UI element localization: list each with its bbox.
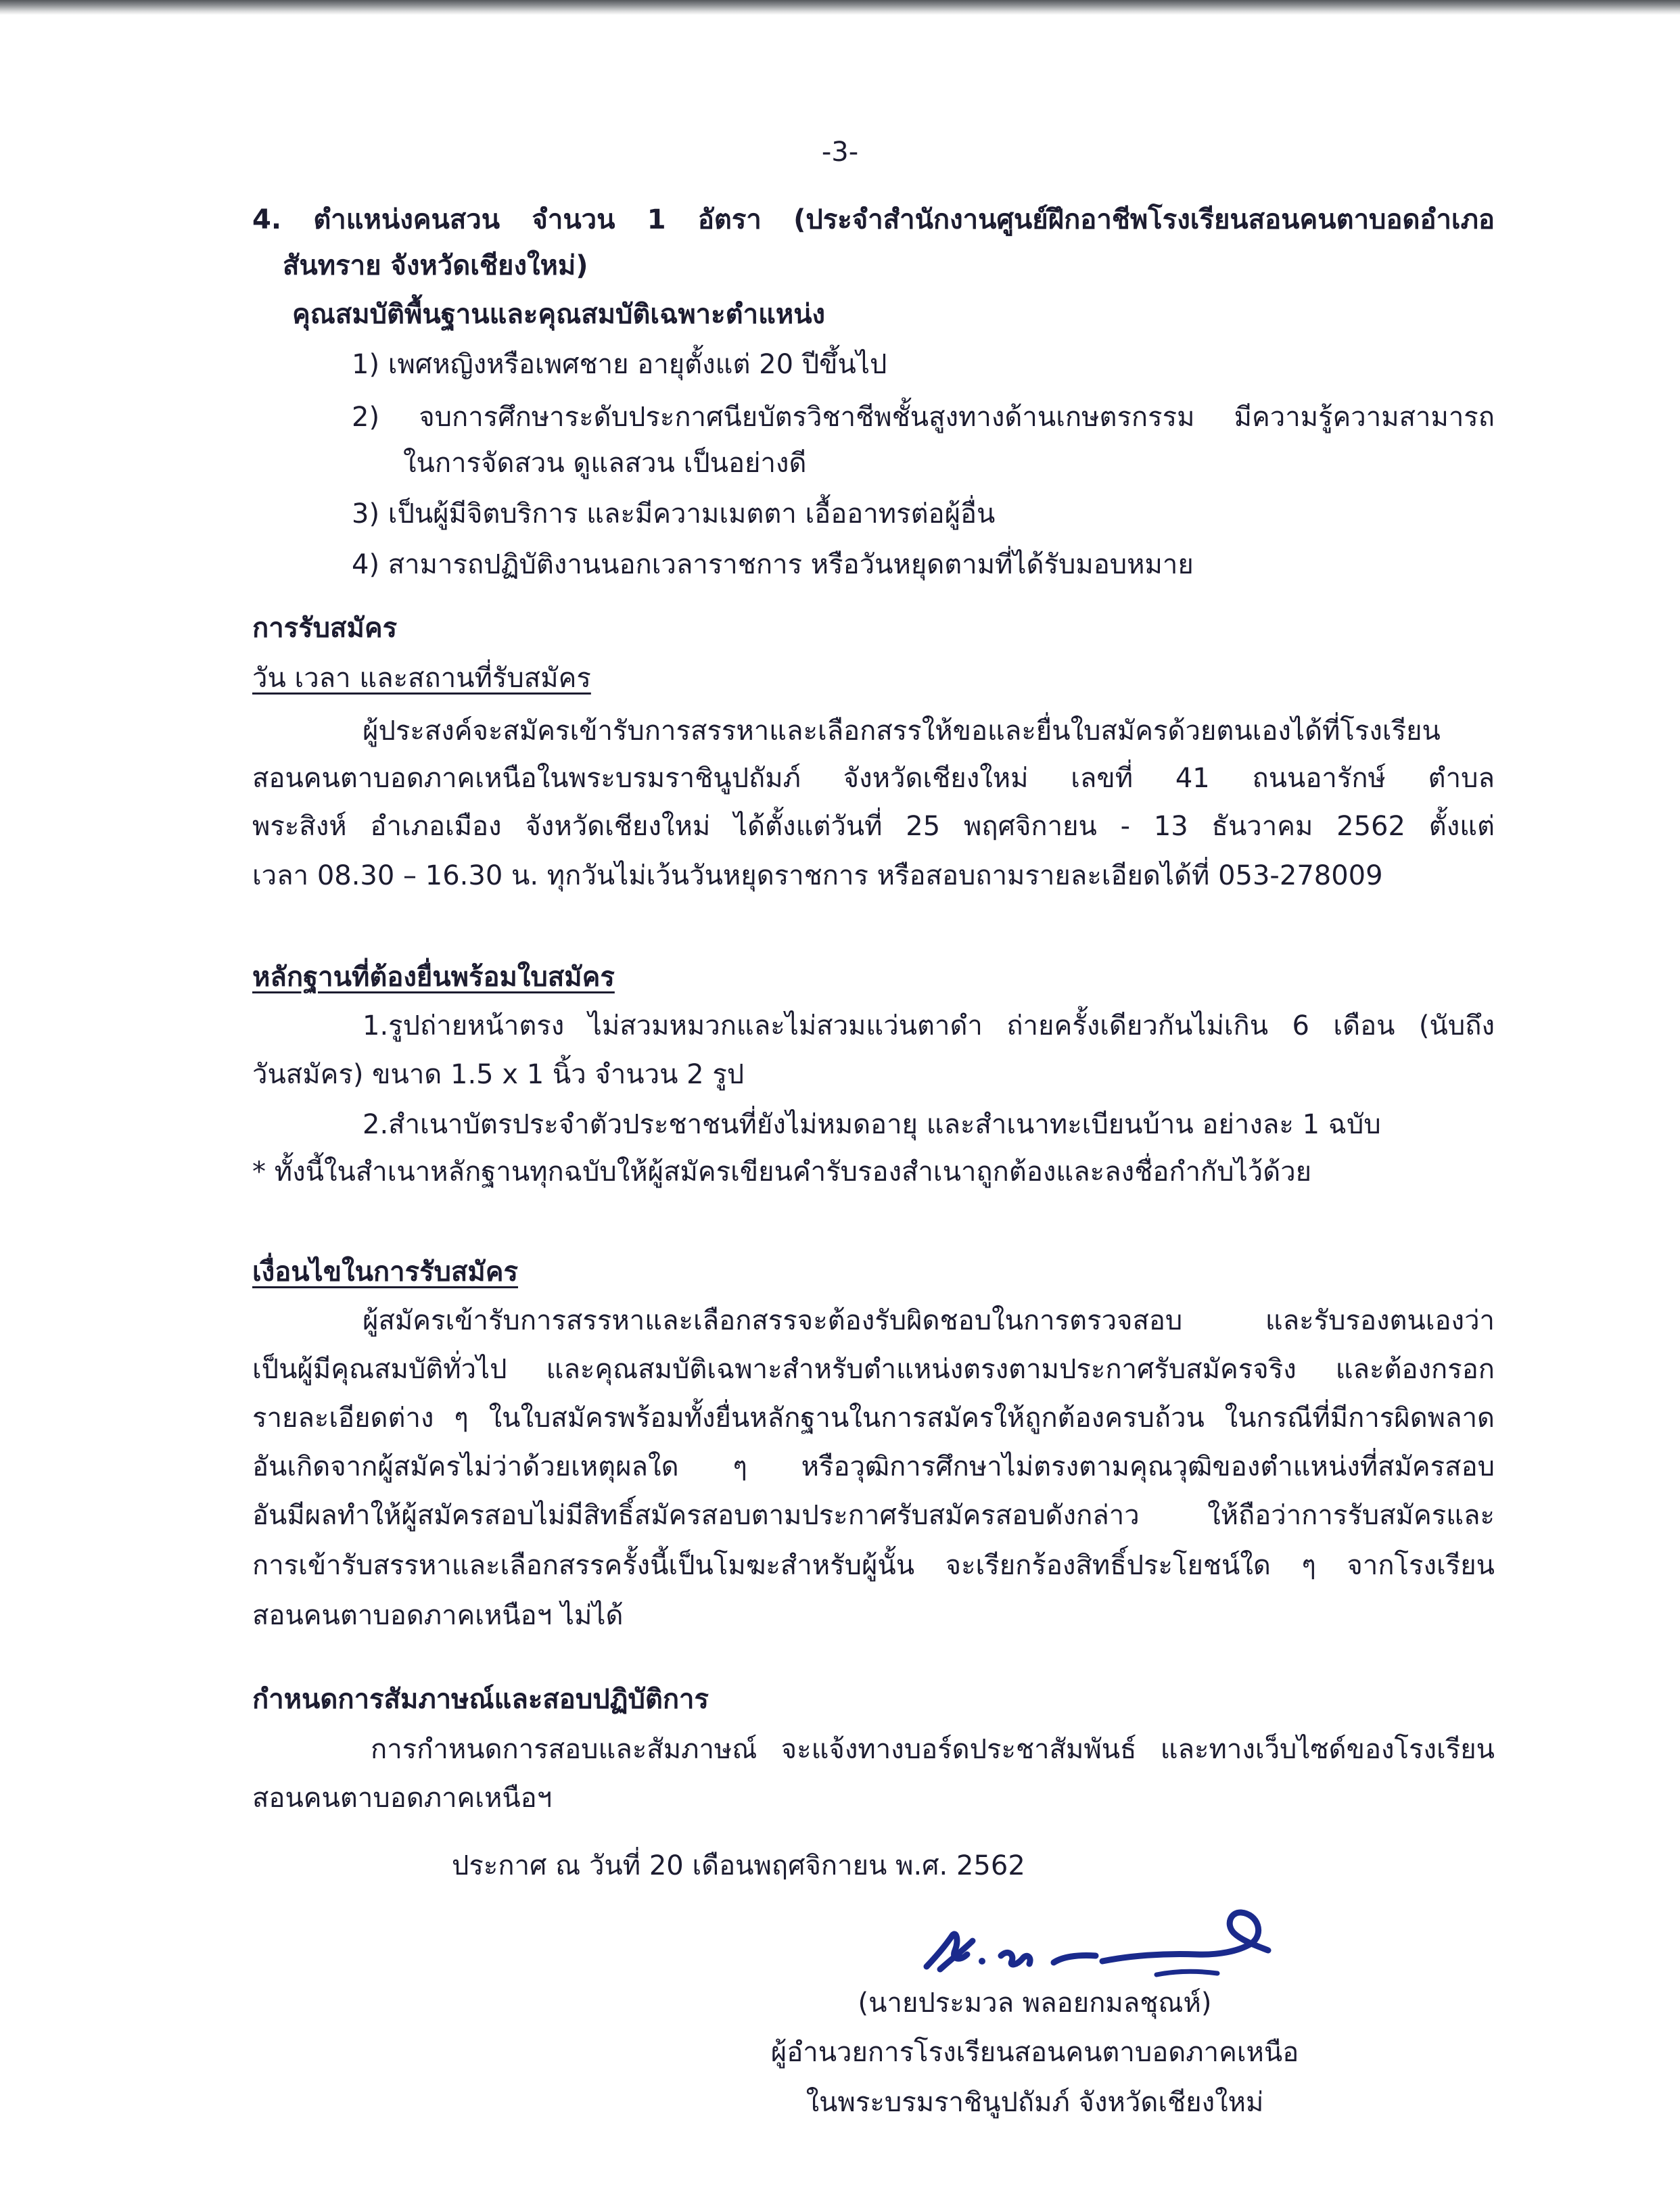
documents-text: 2.สำเนาบัตรประจำตัวประชาชนที่ยังไม่หมดอายุ และสำเนาทะเบียนบ้าน อย่างละ 1 ฉบับ (363, 1109, 1381, 1140)
interview-text: การกำหนดการสอบและสัมภาษณ์ จะแจ้งทางบอร์ดประชาสัมพันธ์ และทางเว็บไซด์ของโรงเรียน (371, 1734, 1495, 1765)
signatory-title: ผู้อำนวยการโรงเรียนสอนคนตาบอดภาคเหนือ (770, 2037, 1299, 2068)
qualification-heading: คุณสมบัติพื้นฐานและคุณสมบัติเฉพาะตำแหน่ง (292, 299, 826, 330)
signatory-title-cont: ในพระบรมราชินูปถัมภ์ จังหวัดเชียงใหม่ (806, 2087, 1264, 2118)
application-text: เวลา 08.30 – 16.30 น. ทุกวันไม่เว้นวันหยุดราชการ หรือสอบถามรายละเอียดได้ที่ 053-278009 (252, 860, 1383, 891)
qualification-item: 1) เพศหญิงหรือเพศชาย อายุตั้งแต่ 20 ปีขึ้นไป (352, 349, 887, 380)
qualification-item-cont: ในการจัดสวน ดูแลสวน เป็นอย่างดี (403, 448, 807, 479)
qualification-item: 4) สามารถปฏิบัติงานนอกเวลาราชการ หรือวันหยุดตามที่ได้รับมอบหมาย (352, 549, 1194, 580)
conditions-text: การเข้ารับสรรหาและเลือกสรรครั้งนี้เป็นโมฆะสำหรับผู้นั้น จะเรียกร้องสิทธิ์ประโยชน์ใด ๆ จากโรงเรียน (252, 1550, 1495, 1581)
conditions-text: รายละเอียดต่าง ๆ ในใบสมัครพร้อมทั้งยื่นหลักฐานในการสมัครให้ถูกต้องครบถ้วน ในกรณีที่มีการผิดพลาด (252, 1403, 1495, 1434)
page-number: -3- (821, 137, 859, 168)
documents-text: วันสมัคร) ขนาด 1.5 x 1 นิ้ว จำนวน 2 รูป (252, 1059, 745, 1090)
conditions-text: ผู้สมัครเข้ารับการสรรหาและเลือกสรรจะต้องรับผิดชอบในการตรวจสอบ และรับรองตนเองว่า (363, 1305, 1495, 1336)
application-text: สอนคนตาบอดภาคเหนือในพระบรมราชินูปถัมภ์ จังหวัดเชียงใหม่ เลขที่ 41 ถนนอารักษ์ ตำบล (252, 763, 1495, 794)
interview-heading: กำหนดการสัมภาษณ์และสอบปฏิบัติการ (252, 1684, 709, 1715)
application-heading: การรับสมัคร (252, 613, 398, 644)
announcement-date: ประกาศ ณ วันที่ 20 เดือนพฤศจิกายน พ.ศ. 2562 (452, 1850, 1025, 1881)
conditions-text: อันเกิดจากผู้สมัครไม่ว่าด้วยเหตุผลใด ๆ หรือวุฒิการศึกษาไม่ตรงตามคุณวุฒิของตำแหน่งที่สมัครสอบ (252, 1451, 1495, 1482)
conditions-heading: เงื่อนไขในการรับสมัคร (252, 1256, 518, 1288)
documents-heading: หลักฐานที่ต้องยื่นพร้อมใบสมัคร (252, 962, 615, 993)
conditions-text: อันมีผลทำให้ผู้สมัครสอบไม่มีสิทธิ์สมัครสอบตามประกาศรับสมัครสอบดังกล่าว ให้ถือว่าการรับสมัครและ (252, 1500, 1495, 1531)
conditions-text: สอนคนตาบอดภาคเหนือฯ ไม่ได้ (252, 1600, 624, 1631)
documents-note: * ทั้งนี้ในสำเนาหลักฐานทุกฉบับให้ผู้สมัครเขียนคำรับรองสำเนาถูกต้องและลงชื่อกำกับไว้ด้วย (252, 1156, 1312, 1188)
application-text: ผู้ประสงค์จะสมัครเข้ารับการสรรหาและเลือกสรรให้ขอและยื่นใบสมัครด้วยตนเองได้ที่โรงเรียน (363, 715, 1441, 747)
qualification-item: 3) เป็นผู้มีจิตบริการ และมีความเมตตา เอื้ออาทรต่อผู้อื่น (352, 498, 996, 530)
handwritten-signature (900, 1894, 1278, 1995)
signatory-name: (นายประมวล พลอยกมลชุณห์) (858, 1988, 1212, 2019)
position-heading: 4. ตำแหน่งคนสวน จำนวน 1 อัตรา (ประจำสำนักงานศูนย์ฝึกอาชีพโรงเรียนสอนคนตาบอดอำเภอ (252, 204, 1495, 235)
scan-edge-shadow (0, 0, 1680, 15)
application-subheading: วัน เวลา และสถานที่รับสมัคร (252, 663, 591, 694)
documents-text: 1.รูปถ่ายหน้าตรง ไม่สวมหมวกและไม่สวมแว่นตาดำ ถ่ายครั้งเดียวกันไม่เกิน 6 เดือน (นับถึง (363, 1010, 1495, 1041)
interview-text: สอนคนตาบอดภาคเหนือฯ (252, 1783, 553, 1814)
conditions-text: เป็นผู้มีคุณสมบัติทั่วไป และคุณสมบัติเฉพาะสำหรับตำแหน่งตรงตามประกาศรับสมัครจริง และต้องกรอก (252, 1354, 1495, 1385)
application-text: พระสิงห์ อำเภอเมือง จังหวัดเชียงใหม่ ได้ตั้งแต่วันที่ 25 พฤศจิกายน - 13 ธันวาคม 2562 ตั้งแต่ (252, 811, 1495, 842)
position-heading-cont: สันทราย จังหวัดเชียงใหม่) (283, 250, 588, 281)
qualification-item: 2) จบการศึกษาระดับประกาศนียบัตรวิชาชีพชั้นสูงทางด้านเกษตรกรรม มีความรู้ความสามารถ (352, 402, 1495, 433)
